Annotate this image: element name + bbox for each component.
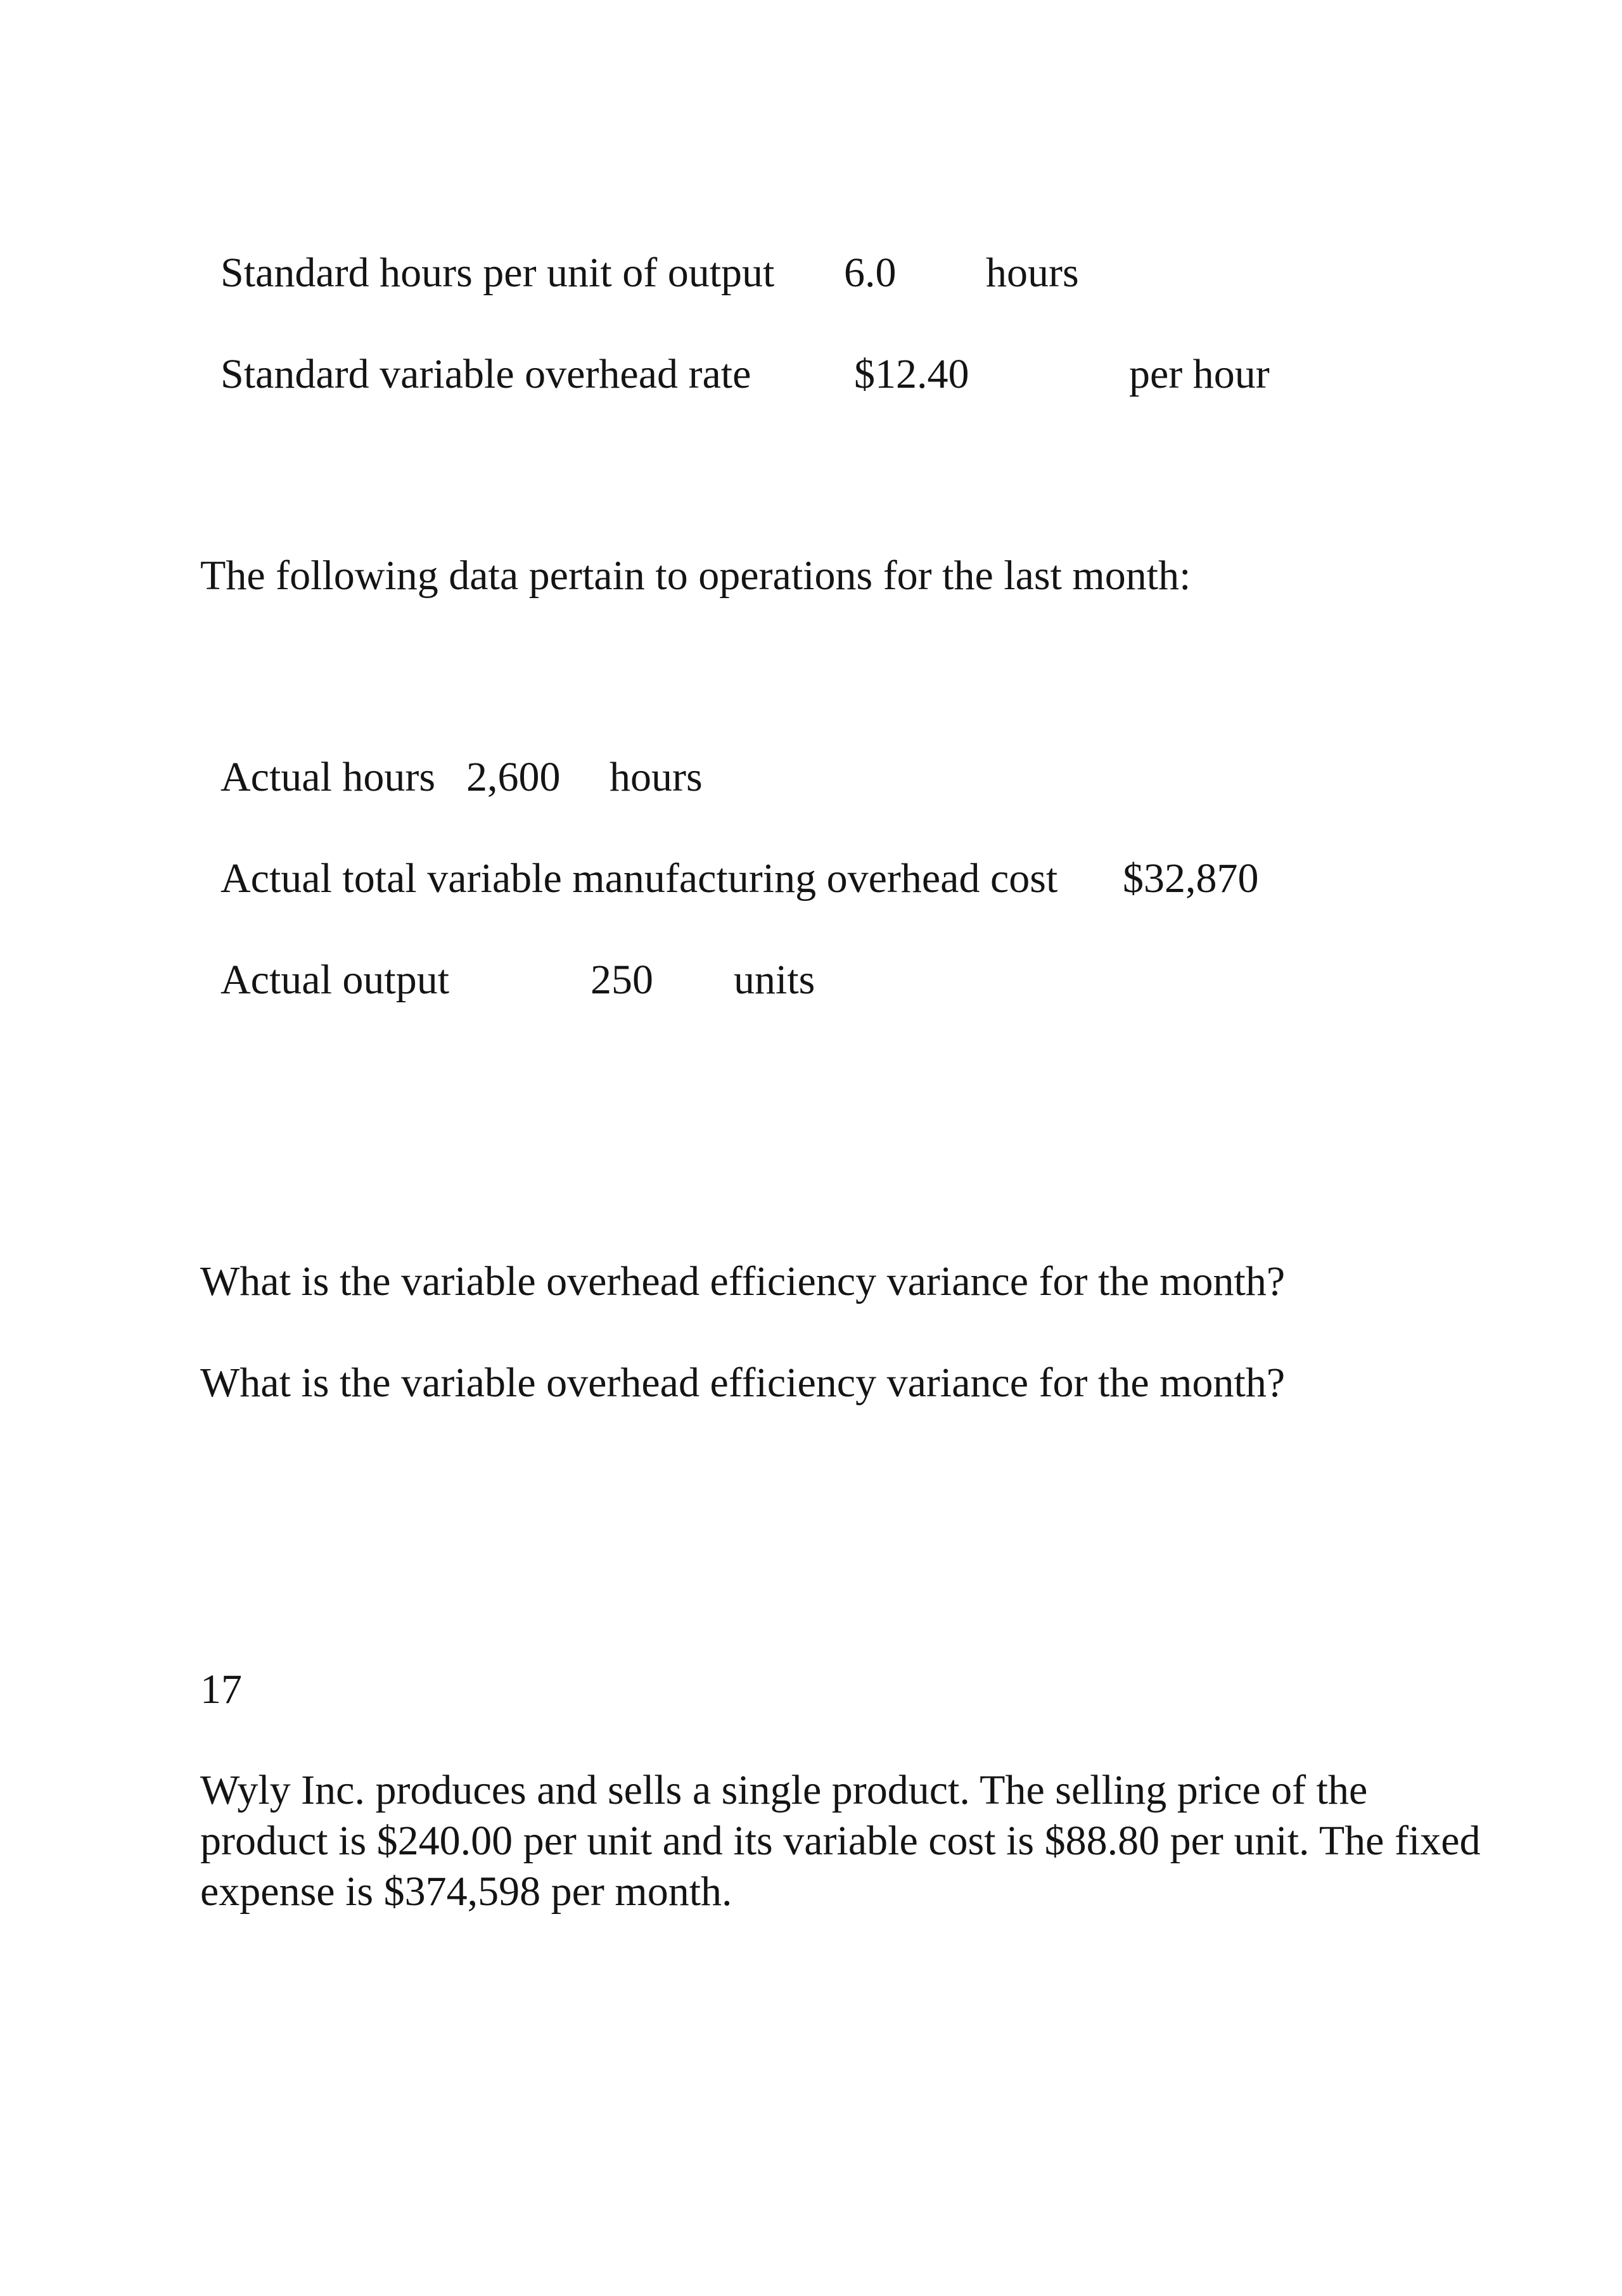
problem-paragraph: Wyly Inc. produces and sells a single product. The selling price of the product is $240.00 per unit and its variable cost is $88.80 per unit. The fixed expense is $374,598 per month. — [200, 1767, 1481, 1915]
question-text: What is the variable overhead efficiency variance for the month? — [200, 1360, 1286, 1406]
actual-hours-label: Actual hours — [220, 754, 436, 800]
actual-output-unit: units — [734, 957, 815, 1003]
std-rate-value: $12.40 — [854, 351, 969, 397]
std-hours-label: Standard hours per unit of output — [220, 250, 775, 296]
intro-text: The following data pertain to operations for the last month: — [200, 552, 1191, 599]
std-hours-value: 6.0 — [844, 250, 897, 296]
actual-cost-value: $32,870 — [1123, 855, 1259, 902]
std-rate-unit: per hour — [1129, 351, 1270, 397]
std-rate-label: Standard variable overhead rate — [220, 351, 751, 397]
question-text: What is the variable overhead efficiency variance for the month? — [200, 1258, 1286, 1304]
actual-hours-unit: hours — [610, 754, 703, 800]
std-hours-unit: hours — [986, 250, 1079, 296]
actual-cost-label: Actual total variable manufacturing overhead cost — [220, 855, 1058, 902]
problem-number: 17 — [200, 1666, 242, 1712]
actual-hours-value: 2,600 — [466, 754, 561, 800]
actual-output-value: 250 — [591, 957, 653, 1003]
actual-output-label: Actual output — [220, 957, 450, 1003]
